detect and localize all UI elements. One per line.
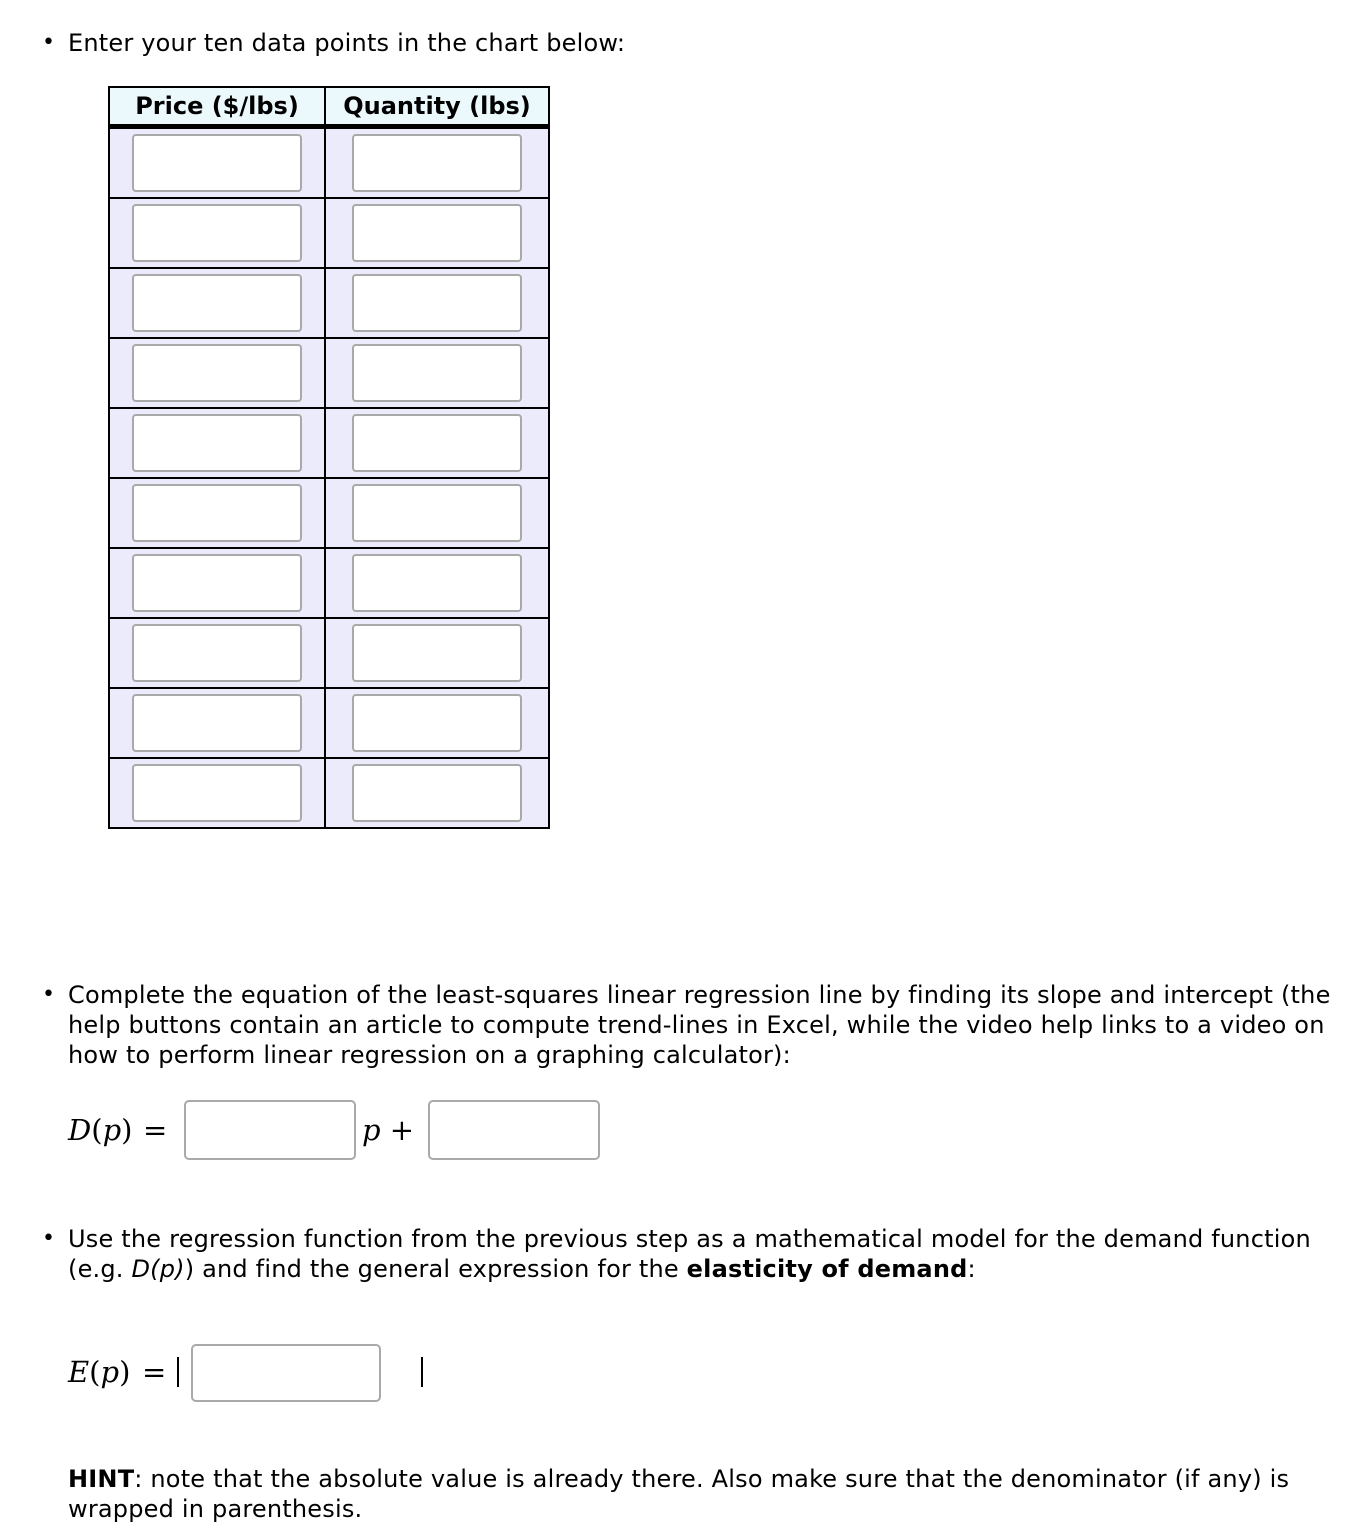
- header-quantity: Quantity (lbs): [325, 87, 549, 127]
- instruction-elasticity-line-1: Use the regression function from the previous step as a mathematical model for the demand function: [68, 1225, 1311, 1253]
- elasticity-equals: =: [142, 1355, 167, 1389]
- price-cell: [109, 198, 325, 268]
- hint-line-1: [68, 1464, 1289, 1494]
- quantity-input[interactable]: [352, 554, 522, 612]
- abs-bar-right: [421, 1357, 423, 1387]
- price-cell: [109, 127, 325, 199]
- quantity-cell: [325, 548, 549, 618]
- quantity-cell: [325, 408, 549, 478]
- regression-equals: =: [143, 1113, 168, 1147]
- price-input[interactable]: [132, 694, 302, 752]
- price-input[interactable]: [132, 554, 302, 612]
- quantity-input[interactable]: [352, 344, 522, 402]
- bullet-2: •: [42, 982, 55, 1007]
- regression-lhs: D(p): [68, 1113, 133, 1147]
- hint-text: : note that the absolute value is already there. Also make sure that the denominator (if any) is: [134, 1465, 1290, 1493]
- regression-mid-var: p: [362, 1113, 381, 1147]
- price-cell: [109, 408, 325, 478]
- quantity-input[interactable]: [352, 694, 522, 752]
- regression-plus: +: [389, 1113, 415, 1147]
- elasticity-lhs: E(p): [68, 1355, 131, 1389]
- table-row: [109, 408, 549, 478]
- intercept-input[interactable]: [428, 1100, 600, 1160]
- price-input[interactable]: [132, 204, 302, 262]
- elasticity-line-italic: D(p): [131, 1255, 185, 1283]
- table-row: [109, 478, 549, 548]
- regression-fn-name: D: [68, 1113, 92, 1147]
- table-row: [109, 127, 549, 199]
- table-row: [109, 688, 549, 758]
- price-cell: [109, 478, 325, 548]
- elasticity-line-pre: (e.g.: [68, 1255, 132, 1283]
- quantity-cell: [325, 198, 549, 268]
- table-row: [109, 758, 549, 828]
- bullet-1: •: [42, 30, 55, 55]
- quantity-cell: [325, 478, 549, 548]
- price-input[interactable]: [132, 624, 302, 682]
- instruction-regression: [68, 980, 1331, 1070]
- header-price: Price ($/lbs): [109, 87, 325, 127]
- instruction-elasticity: [68, 1224, 1311, 1284]
- price-input[interactable]: [132, 344, 302, 402]
- quantity-cell: [325, 618, 549, 688]
- price-cell: [109, 338, 325, 408]
- table-row: [109, 268, 549, 338]
- table-body: [109, 127, 549, 829]
- price-cell: [109, 688, 325, 758]
- instruction-regression-line-2: help buttons contain an article to compute trend-lines in Excel, while the video help links to a video on: [68, 1011, 1325, 1039]
- table-header-row: [109, 87, 549, 127]
- elasticity-fn-name: E: [68, 1355, 90, 1389]
- data-table: [108, 86, 550, 829]
- instruction-elasticity-line-2: [68, 1254, 1311, 1284]
- slope-input[interactable]: [184, 1100, 356, 1160]
- quantity-cell: [325, 688, 549, 758]
- instruction-enter-data: Enter your ten data points in the chart below:: [68, 29, 626, 57]
- price-cell: [109, 548, 325, 618]
- instruction-regression-line-1: Complete the equation of the least-squares linear regression line by finding its slope and intercept (the: [68, 981, 1331, 1009]
- hint: [68, 1464, 1289, 1524]
- price-cell: [109, 268, 325, 338]
- elasticity-fn-var: p: [100, 1355, 120, 1389]
- quantity-cell: [325, 268, 549, 338]
- quantity-cell: [325, 338, 549, 408]
- quantity-input[interactable]: [352, 624, 522, 682]
- quantity-input[interactable]: [352, 274, 522, 332]
- price-input[interactable]: [132, 414, 302, 472]
- price-input[interactable]: [132, 484, 302, 542]
- quantity-input[interactable]: [352, 134, 522, 192]
- quantity-input[interactable]: [352, 414, 522, 472]
- elasticity-line-mid: ) and find the general expression for the: [184, 1255, 687, 1283]
- instruction-regression-line-3: how to perform linear regression on a graphing calculator):: [68, 1041, 791, 1069]
- elasticity-input[interactable]: [191, 1344, 381, 1402]
- price-cell: [109, 618, 325, 688]
- quantity-input[interactable]: [352, 204, 522, 262]
- elasticity-line-post: :: [967, 1255, 976, 1283]
- hint-label: HINT: [68, 1465, 135, 1493]
- abs-bar-left: [177, 1357, 179, 1387]
- price-input[interactable]: [132, 134, 302, 192]
- quantity-input[interactable]: [352, 484, 522, 542]
- regression-mid: [362, 1110, 414, 1150]
- table-row: [109, 618, 549, 688]
- price-input[interactable]: [132, 274, 302, 332]
- hint-line-2: wrapped in parenthesis.: [68, 1495, 363, 1523]
- price-input[interactable]: [132, 764, 302, 822]
- table-row: [109, 198, 549, 268]
- quantity-input[interactable]: [352, 764, 522, 822]
- elasticity-line-bold: elasticity of demand: [686, 1255, 968, 1283]
- table-row: [109, 548, 549, 618]
- bullet-3: •: [42, 1226, 55, 1251]
- quantity-cell: [325, 127, 549, 199]
- table-row: [109, 338, 549, 408]
- quantity-cell: [325, 758, 549, 828]
- price-cell: [109, 758, 325, 828]
- regression-fn-var: p: [102, 1113, 122, 1147]
